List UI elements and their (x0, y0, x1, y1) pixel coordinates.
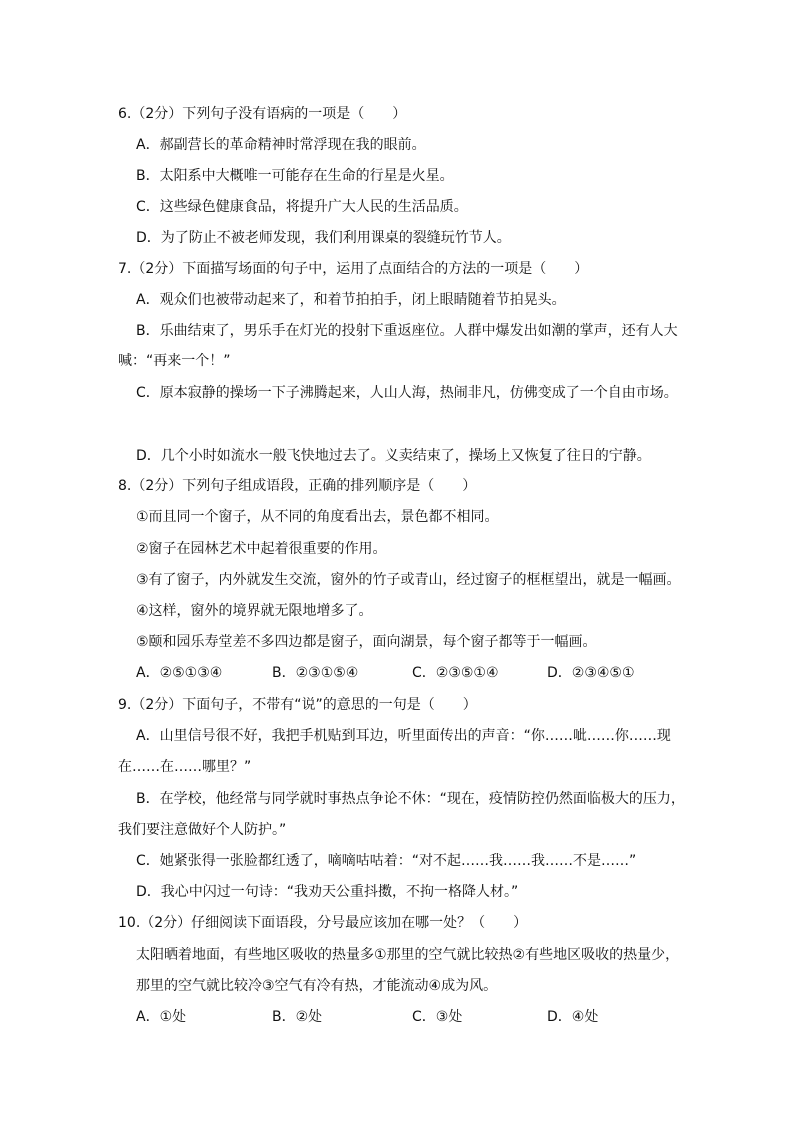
question-10-choice-c: C．③处 (412, 1009, 463, 1025)
question-8-choice-b: B．②③①⑤④ (272, 665, 359, 681)
question-8-stem: 8.（2分）下列句子组成语段，正确的排列顺序是（ ） (118, 478, 477, 494)
question-7-stem: 7.（2分）下面描写场面的句子中，运用了点面结合的方法的一项是（ ） (118, 261, 589, 277)
question-9-option-a-cont: 在……在……哪里？” (118, 759, 252, 775)
question-9-option-b-cont: 我们要注意做好个人防护。” (118, 822, 287, 838)
question-10-choice-d: D．④处 (547, 1009, 599, 1025)
question-9-option-d: D．我心中闪过一句诗：“我劝天公重抖擞，不拘一格降人材。” (136, 884, 519, 900)
question-8-choice-a: A．②⑤①③④ (136, 665, 223, 681)
question-10-passage-line-1: 太阳晒着地面，有些地区吸收的热量多①那里的空气就比较热②有些地区吸收的热量少， (136, 947, 680, 963)
question-9-stem: 9.（2分）下面句子，不带有“说”的意思的一句是（ ） (118, 697, 477, 713)
question-6-stem: 6.（2分）下列句子没有语病的一项是（ ） (118, 106, 407, 122)
question-8-choice-d: D．②③④⑤① (547, 665, 635, 681)
question-10-choices (0, 1009, 794, 1025)
question-8-sentence-5: ⑤颐和园乐寿堂差不多四边都是窗子，面向湖景，每个窗子都等于一幅画。 (136, 634, 597, 650)
question-9-option-a: A．山里信号很不好，我把手机贴到耳边，听里面传出的声音：“你……呲……你……现 (136, 728, 671, 744)
question-6-option-b: B．太阳系中大概唯一可能存在生命的行星是火星。 (136, 168, 454, 184)
question-6-option-c: C．这些绿色健康食品，将提升广大人民的生活品质。 (136, 199, 468, 215)
question-6-option-a: A．郝副营长的革命精神时常浮现在我的眼前。 (136, 137, 426, 153)
question-6-option-d: D．为了防止不被老师发现，我们利用课桌的裂缝玩竹节人。 (136, 230, 511, 246)
question-9-option-b: B．在学校，他经常与同学就时事热点争论不休：“现在，疫情防控仍然面临极大的压力， (136, 791, 685, 807)
question-7-option-b: B．乐曲结束了，男乐手在灯光的投射下重返座位。人群中爆发出如潮的掌声，还有人大 (136, 323, 678, 339)
question-8-sentence-4: ④这样，窗外的境界就无限地增多了。 (136, 603, 373, 619)
question-7-option-b-cont: 喊：“再来一个！” (118, 353, 231, 369)
question-10-passage-line-2: 那里的空气就比较冷③空气有冷有热，才能流动④成为风。 (136, 978, 498, 994)
question-10-choice-b: B．②处 (272, 1009, 323, 1025)
question-10-choice-a: A．①处 (136, 1009, 187, 1025)
question-10-stem: 10.（2分）仔细阅读下面语段，分号最应该加在哪一处？（ ） (118, 915, 528, 931)
question-8-choice-c: C．②③⑤①④ (412, 665, 499, 681)
question-8-sentence-2: ②窗子在园林艺术中起着很重要的作用。 (136, 541, 387, 557)
question-8-choices (0, 665, 794, 681)
question-9-option-c: C．她紧张得一张脸都红透了，嘀嘀咕咕着：“对不起……我……我……不是……” (136, 853, 637, 869)
question-7-option-d: D．几个小时如流水一般飞快地过去了。义卖结束了，操场上又恢复了往日的宁静。 (136, 448, 651, 464)
question-8-sentence-3: ③有了窗子，内外就发生交流，窗外的竹子或青山，经过窗子的框框望出，就是一幅画。 (136, 572, 681, 588)
question-7-option-c: C．原本寂静的操场一下子沸腾起来，人山人海，热闹非凡，仿佛变成了一个自由市场。 (136, 385, 678, 401)
question-8-sentence-1: ①而且同一个窗子，从不同的角度看出去，景色都不相同。 (136, 509, 499, 525)
question-7-option-a: A．观众们也被带动起来了，和着节拍拍手，闭上眼睛随着节拍晃头。 (136, 292, 566, 308)
